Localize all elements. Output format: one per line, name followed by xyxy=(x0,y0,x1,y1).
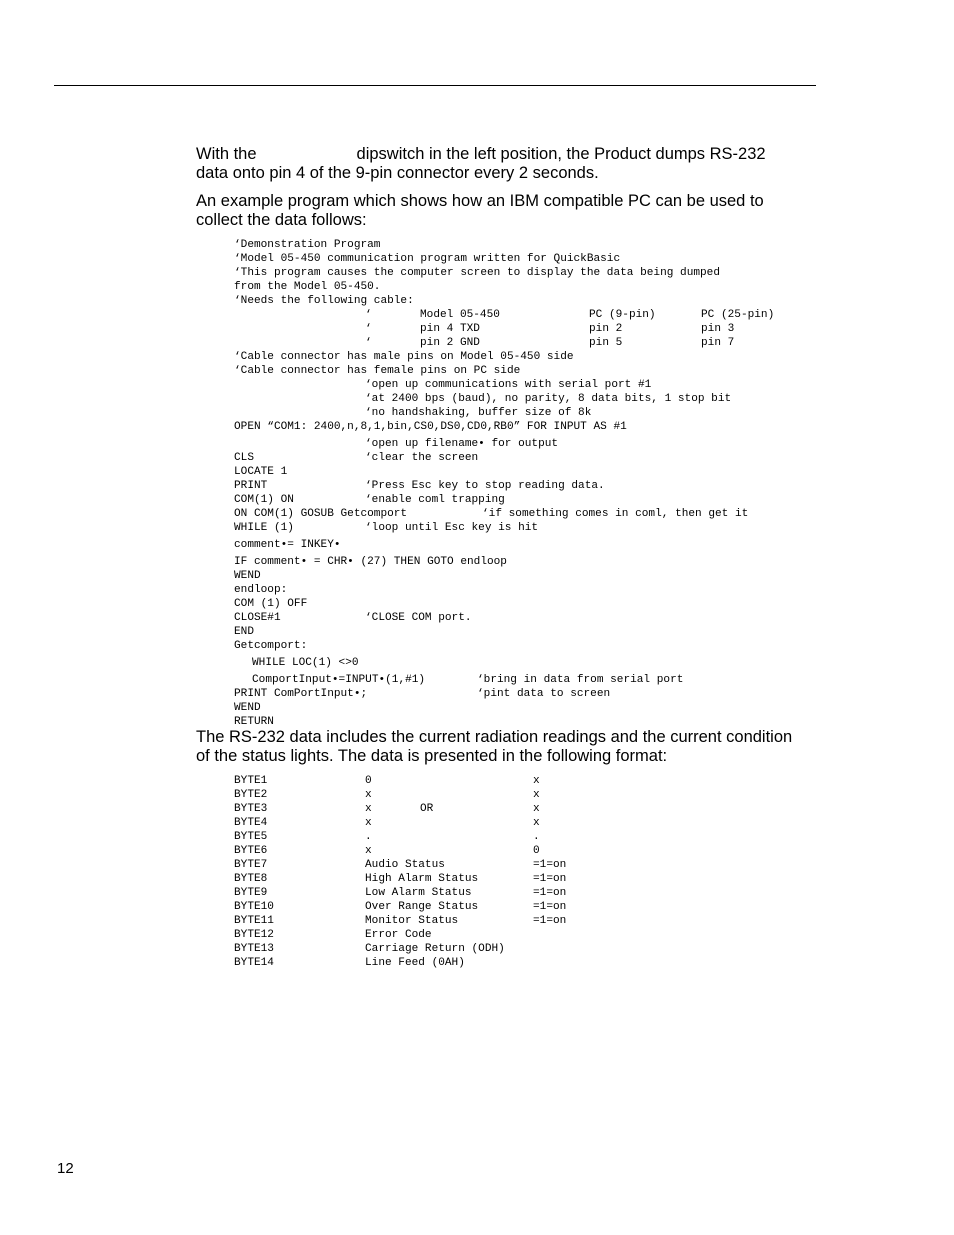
code-statement: ‘Needs the following cable: xyxy=(234,295,414,307)
byte-or-marker: OR xyxy=(420,803,434,815)
byte-value: x xyxy=(533,803,540,815)
code-comment: pin 3 xyxy=(701,323,735,335)
code-statement: CLOSE#1 xyxy=(234,612,281,624)
code-comment: ‘bring in data from serial port xyxy=(477,674,684,686)
byte-description: x xyxy=(365,845,372,857)
intro-paragraph xyxy=(196,145,796,183)
byte-label: BYTE2 xyxy=(234,789,268,801)
table-row xyxy=(234,956,874,970)
byte-value: 0 xyxy=(533,845,540,857)
code-line xyxy=(234,493,874,507)
code-comment: ‘enable coml trapping xyxy=(365,494,505,506)
code-comment: ‘no handshaking, buffer size of 8k xyxy=(365,407,592,419)
code-statement: LOCATE 1 xyxy=(234,466,288,478)
byte-label: BYTE1 xyxy=(234,775,268,787)
code-line xyxy=(234,507,874,521)
code-line xyxy=(234,715,874,729)
code-statement: ‘Model 05-450 communication program written for QuickBasic xyxy=(234,253,621,265)
code-statement: ON COM(1) GOSUB Getcomport xyxy=(234,508,408,520)
byte-description: 0 xyxy=(365,775,372,787)
byte-description: . xyxy=(365,831,372,843)
code-statement: ‘This program causes the computer screen to display the data being dumped xyxy=(234,267,720,279)
code-statement: WEND xyxy=(234,570,261,582)
code-line xyxy=(234,465,874,479)
intro-text-before: With the xyxy=(196,145,257,163)
code-comment: pin 7 xyxy=(701,337,735,349)
code-statement: END xyxy=(234,626,254,638)
table-row xyxy=(234,928,874,942)
table-row xyxy=(234,830,874,844)
byte-description: x xyxy=(365,789,372,801)
code-line xyxy=(234,625,874,639)
code-comment: ‘clear the screen xyxy=(365,452,479,464)
code-line xyxy=(234,392,874,406)
byte-value: =1=on xyxy=(533,901,567,913)
byte-description: x xyxy=(365,817,372,829)
code-line xyxy=(234,687,874,701)
code-statement: WHILE LOC(1) <>0 xyxy=(252,657,359,669)
byte-value: x xyxy=(533,817,540,829)
code-line xyxy=(234,364,874,378)
byte-value: x xyxy=(533,775,540,787)
code-comment: ‘ xyxy=(365,323,372,335)
code-line xyxy=(234,294,874,308)
code-statement: RETURN xyxy=(234,716,274,728)
byte-description: x xyxy=(365,803,372,815)
byte-label: BYTE12 xyxy=(234,929,274,941)
byte-description: Audio Status xyxy=(365,859,445,871)
code-line xyxy=(234,701,874,715)
byte-description: High Alarm Status xyxy=(365,873,479,885)
code-line xyxy=(234,308,874,322)
table-row xyxy=(234,816,874,830)
code-line xyxy=(234,521,874,535)
code-comment: ‘CLOSE COM port. xyxy=(365,612,472,624)
code-statement: Getcomport: xyxy=(234,640,308,652)
table-row xyxy=(234,788,874,802)
byte-description: Low Alarm Status xyxy=(365,887,472,899)
code-statement: comment•= INKEY• xyxy=(234,539,341,551)
byte-description: Over Range Status xyxy=(365,901,479,913)
code-statement: COM(1) ON xyxy=(234,494,294,506)
byte-label: BYTE6 xyxy=(234,845,268,857)
code-line xyxy=(234,597,874,611)
code-comment: pin 2 GND xyxy=(420,337,480,349)
byte-label: BYTE11 xyxy=(234,915,274,927)
page-number: 12 xyxy=(57,1160,74,1177)
code-line xyxy=(234,673,874,687)
code-comment: PC (9-pin) xyxy=(589,309,656,321)
format-paragraph: The RS-232 data includes the current radiation readings and the current condition of the status lights. The data is presented in the following format: xyxy=(196,728,793,765)
example-paragraph: An example program which shows how an IBM compatible PC can be used to collect the data follows: xyxy=(196,192,764,229)
code-line xyxy=(234,555,874,569)
code-line xyxy=(234,350,874,364)
code-statement: from the Model 05-450. xyxy=(234,281,381,293)
code-statement: ComportInput•=INPUT•(1,#1) xyxy=(252,674,426,686)
byte-label: BYTE3 xyxy=(234,803,268,815)
code-line xyxy=(234,451,874,465)
table-row xyxy=(234,858,874,872)
code-comment: ‘ xyxy=(365,337,372,349)
code-statement: OPEN “COM1: 2400,n,8,1,bin,CS0,DS0,CD0,RB0” FOR INPUT AS #1 xyxy=(234,421,627,433)
code-line xyxy=(234,569,874,583)
code-line xyxy=(234,437,874,451)
code-statement: ‘Cable connector has male pins on Model 05-450 side xyxy=(234,351,574,363)
code-comment: ‘pint data to screen xyxy=(477,688,611,700)
byte-label: BYTE8 xyxy=(234,873,268,885)
table-row xyxy=(234,942,874,956)
table-row xyxy=(234,844,874,858)
code-statement: PRINT xyxy=(234,480,268,492)
code-statement: CLS xyxy=(234,452,254,464)
table-row xyxy=(234,886,874,900)
table-row xyxy=(234,900,874,914)
table-row xyxy=(234,774,874,788)
code-statement: endloop: xyxy=(234,584,288,596)
byte-label: BYTE13 xyxy=(234,943,274,955)
code-line xyxy=(234,538,874,552)
byte-label: BYTE5 xyxy=(234,831,268,843)
code-comment: ‘at 2400 bps (baud), no parity, 8 data bits, 1 stop bit xyxy=(365,393,732,405)
code-line xyxy=(234,406,874,420)
code-statement: WEND xyxy=(234,702,261,714)
byte-value: =1=on xyxy=(533,915,567,927)
byte-label: BYTE7 xyxy=(234,859,268,871)
table-row xyxy=(234,802,874,816)
code-comment: Model 05-450 xyxy=(420,309,500,321)
byte-value: =1=on xyxy=(533,873,567,885)
table-row xyxy=(234,914,874,928)
code-line xyxy=(234,280,874,294)
code-line xyxy=(234,322,874,336)
code-line xyxy=(234,656,874,670)
byte-description: Monitor Status xyxy=(365,915,459,927)
code-comment: ‘open up filename• for output xyxy=(365,438,559,450)
code-statement: IF comment• = CHR• (27) THEN GOTO endloop xyxy=(234,556,507,568)
byte-label: BYTE9 xyxy=(234,887,268,899)
code-line xyxy=(234,611,874,625)
code-line xyxy=(234,420,874,434)
byte-label: BYTE14 xyxy=(234,957,274,969)
code-line xyxy=(234,266,874,280)
code-statement: COM (1) OFF xyxy=(234,598,308,610)
code-comment: pin 2 xyxy=(589,323,623,335)
code-line xyxy=(234,238,874,252)
byte-value: =1=on xyxy=(533,887,567,899)
code-statement: WHILE (1) xyxy=(234,522,294,534)
intro-text-after: dipswitch in the left position, the Product dumps RS-232 data onto pin 4 of the 9-pin connector every 2 seconds. xyxy=(196,145,766,182)
program-listing xyxy=(234,238,874,729)
code-comment: ‘ xyxy=(365,309,372,321)
code-statement: ‘Cable connector has female pins on PC side xyxy=(234,365,521,377)
code-comment: pin 4 TXD xyxy=(420,323,480,335)
table-row xyxy=(234,872,874,886)
code-comment: ‘if something comes in coml, then get it xyxy=(482,508,749,520)
byte-description: Error Code xyxy=(365,929,432,941)
code-line xyxy=(234,252,874,266)
code-comment: PC (25-pin) xyxy=(701,309,775,321)
code-statement: ‘Demonstration Program xyxy=(234,239,381,251)
byte-label: BYTE10 xyxy=(234,901,274,913)
byte-value: x xyxy=(533,789,540,801)
byte-label: BYTE4 xyxy=(234,817,268,829)
code-line xyxy=(234,583,874,597)
code-comment: ‘open up communications with serial port #1 xyxy=(365,379,652,391)
code-comment: ‘loop until Esc key is hit xyxy=(365,522,539,534)
byte-value: =1=on xyxy=(533,859,567,871)
code-comment: pin 5 xyxy=(589,337,623,349)
code-line xyxy=(234,336,874,350)
code-line xyxy=(234,479,874,493)
byte-description: Carriage Return (ODH) xyxy=(365,943,505,955)
code-comment: ‘Press Esc key to stop reading data. xyxy=(365,480,605,492)
header-rule xyxy=(54,85,816,86)
code-line xyxy=(234,639,874,653)
byte-value: . xyxy=(533,831,540,843)
code-statement: PRINT ComPortInput•; xyxy=(234,688,368,700)
byte-format-table xyxy=(234,774,874,970)
byte-description: Line Feed (0AH) xyxy=(365,957,465,969)
code-line xyxy=(234,378,874,392)
